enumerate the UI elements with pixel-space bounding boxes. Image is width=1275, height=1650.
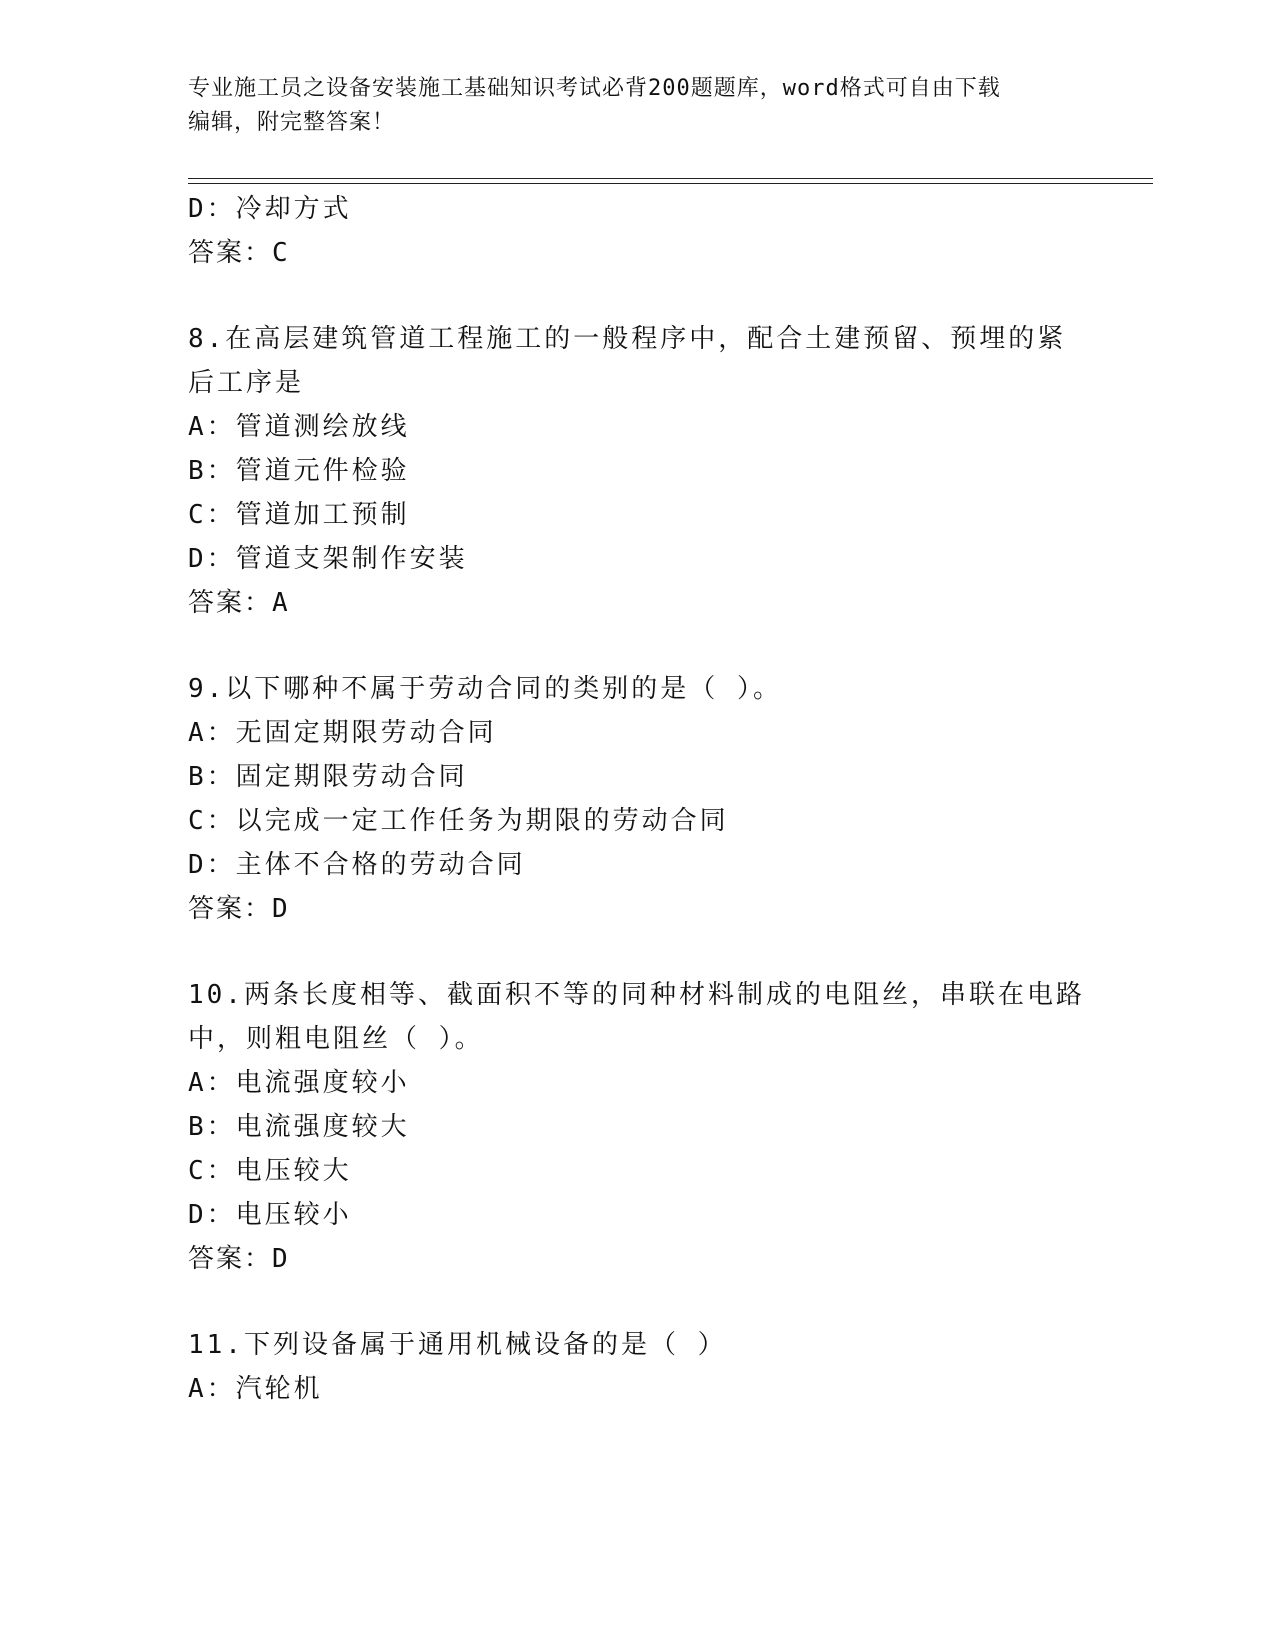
question-8-answer: [188, 586, 288, 620]
prev-answer: [188, 236, 288, 270]
question-8-option-b: B：管道元件检验: [188, 456, 410, 486]
question-8-option-c: C：管道加工预制: [188, 500, 410, 530]
question-10-option-b: B：电流强度较大: [188, 1112, 410, 1142]
header-divider-bottom: [188, 183, 1153, 184]
answer-label: 答案：: [188, 894, 273, 924]
answer-value: A: [272, 588, 288, 618]
question-8-option-d: D：管道支架制作安装: [188, 544, 468, 574]
question-10-stem-line-2: 中，则粗电阻丝（ ）。: [188, 1024, 484, 1054]
answer-value: C: [272, 238, 288, 268]
question-8-option-a: A：管道测绘放线: [188, 412, 410, 442]
answer-value: D: [272, 894, 288, 924]
question-9-answer: [188, 892, 288, 926]
question-11-stem-line-1: 11.下列设备属于通用机械设备的是（ ）: [188, 1330, 727, 1360]
header-line-2: 编辑，附完整答案！: [188, 110, 396, 135]
answer-label: 答案：: [188, 1244, 273, 1274]
question-8-stem-line-1: 8.在高层建筑管道工程施工的一般程序中，配合土建预留、预埋的紧: [188, 324, 1067, 354]
header-divider-top: [188, 178, 1153, 179]
answer-label: 答案：: [188, 238, 273, 268]
document-header: [188, 72, 1068, 140]
question-10-answer: [188, 1242, 288, 1276]
question-9-option-c: C：以完成一定工作任务为期限的劳动合同: [188, 806, 729, 836]
answer-label: 答案：: [188, 588, 273, 618]
question-9-option-a: A：无固定期限劳动合同: [188, 718, 497, 748]
question-11-option-a: A：汽轮机: [188, 1374, 323, 1404]
question-9-option-b: B：固定期限劳动合同: [188, 762, 468, 792]
prev-option-d: D：冷却方式: [188, 194, 352, 224]
question-10-option-c: C：电压较大: [188, 1156, 352, 1186]
question-9-option-d: D：主体不合格的劳动合同: [188, 850, 526, 880]
answer-value: D: [272, 1244, 288, 1274]
question-10-stem-line-1: 10.两条长度相等、截面积不等的同种材料制成的电阻丝，串联在电路: [188, 980, 1085, 1010]
header-line-1: 专业施工员之设备安装施工基础知识考试必背200题题库，word格式可自由下载: [188, 76, 1001, 101]
question-8-stem-line-2: 后工序是: [188, 368, 305, 398]
question-10-option-d: D：电压较小: [188, 1200, 352, 1230]
question-10-option-a: A：电流强度较小: [188, 1068, 410, 1098]
question-9-stem-line-1: 9.以下哪种不属于劳动合同的类别的是（ ）。: [188, 674, 782, 704]
